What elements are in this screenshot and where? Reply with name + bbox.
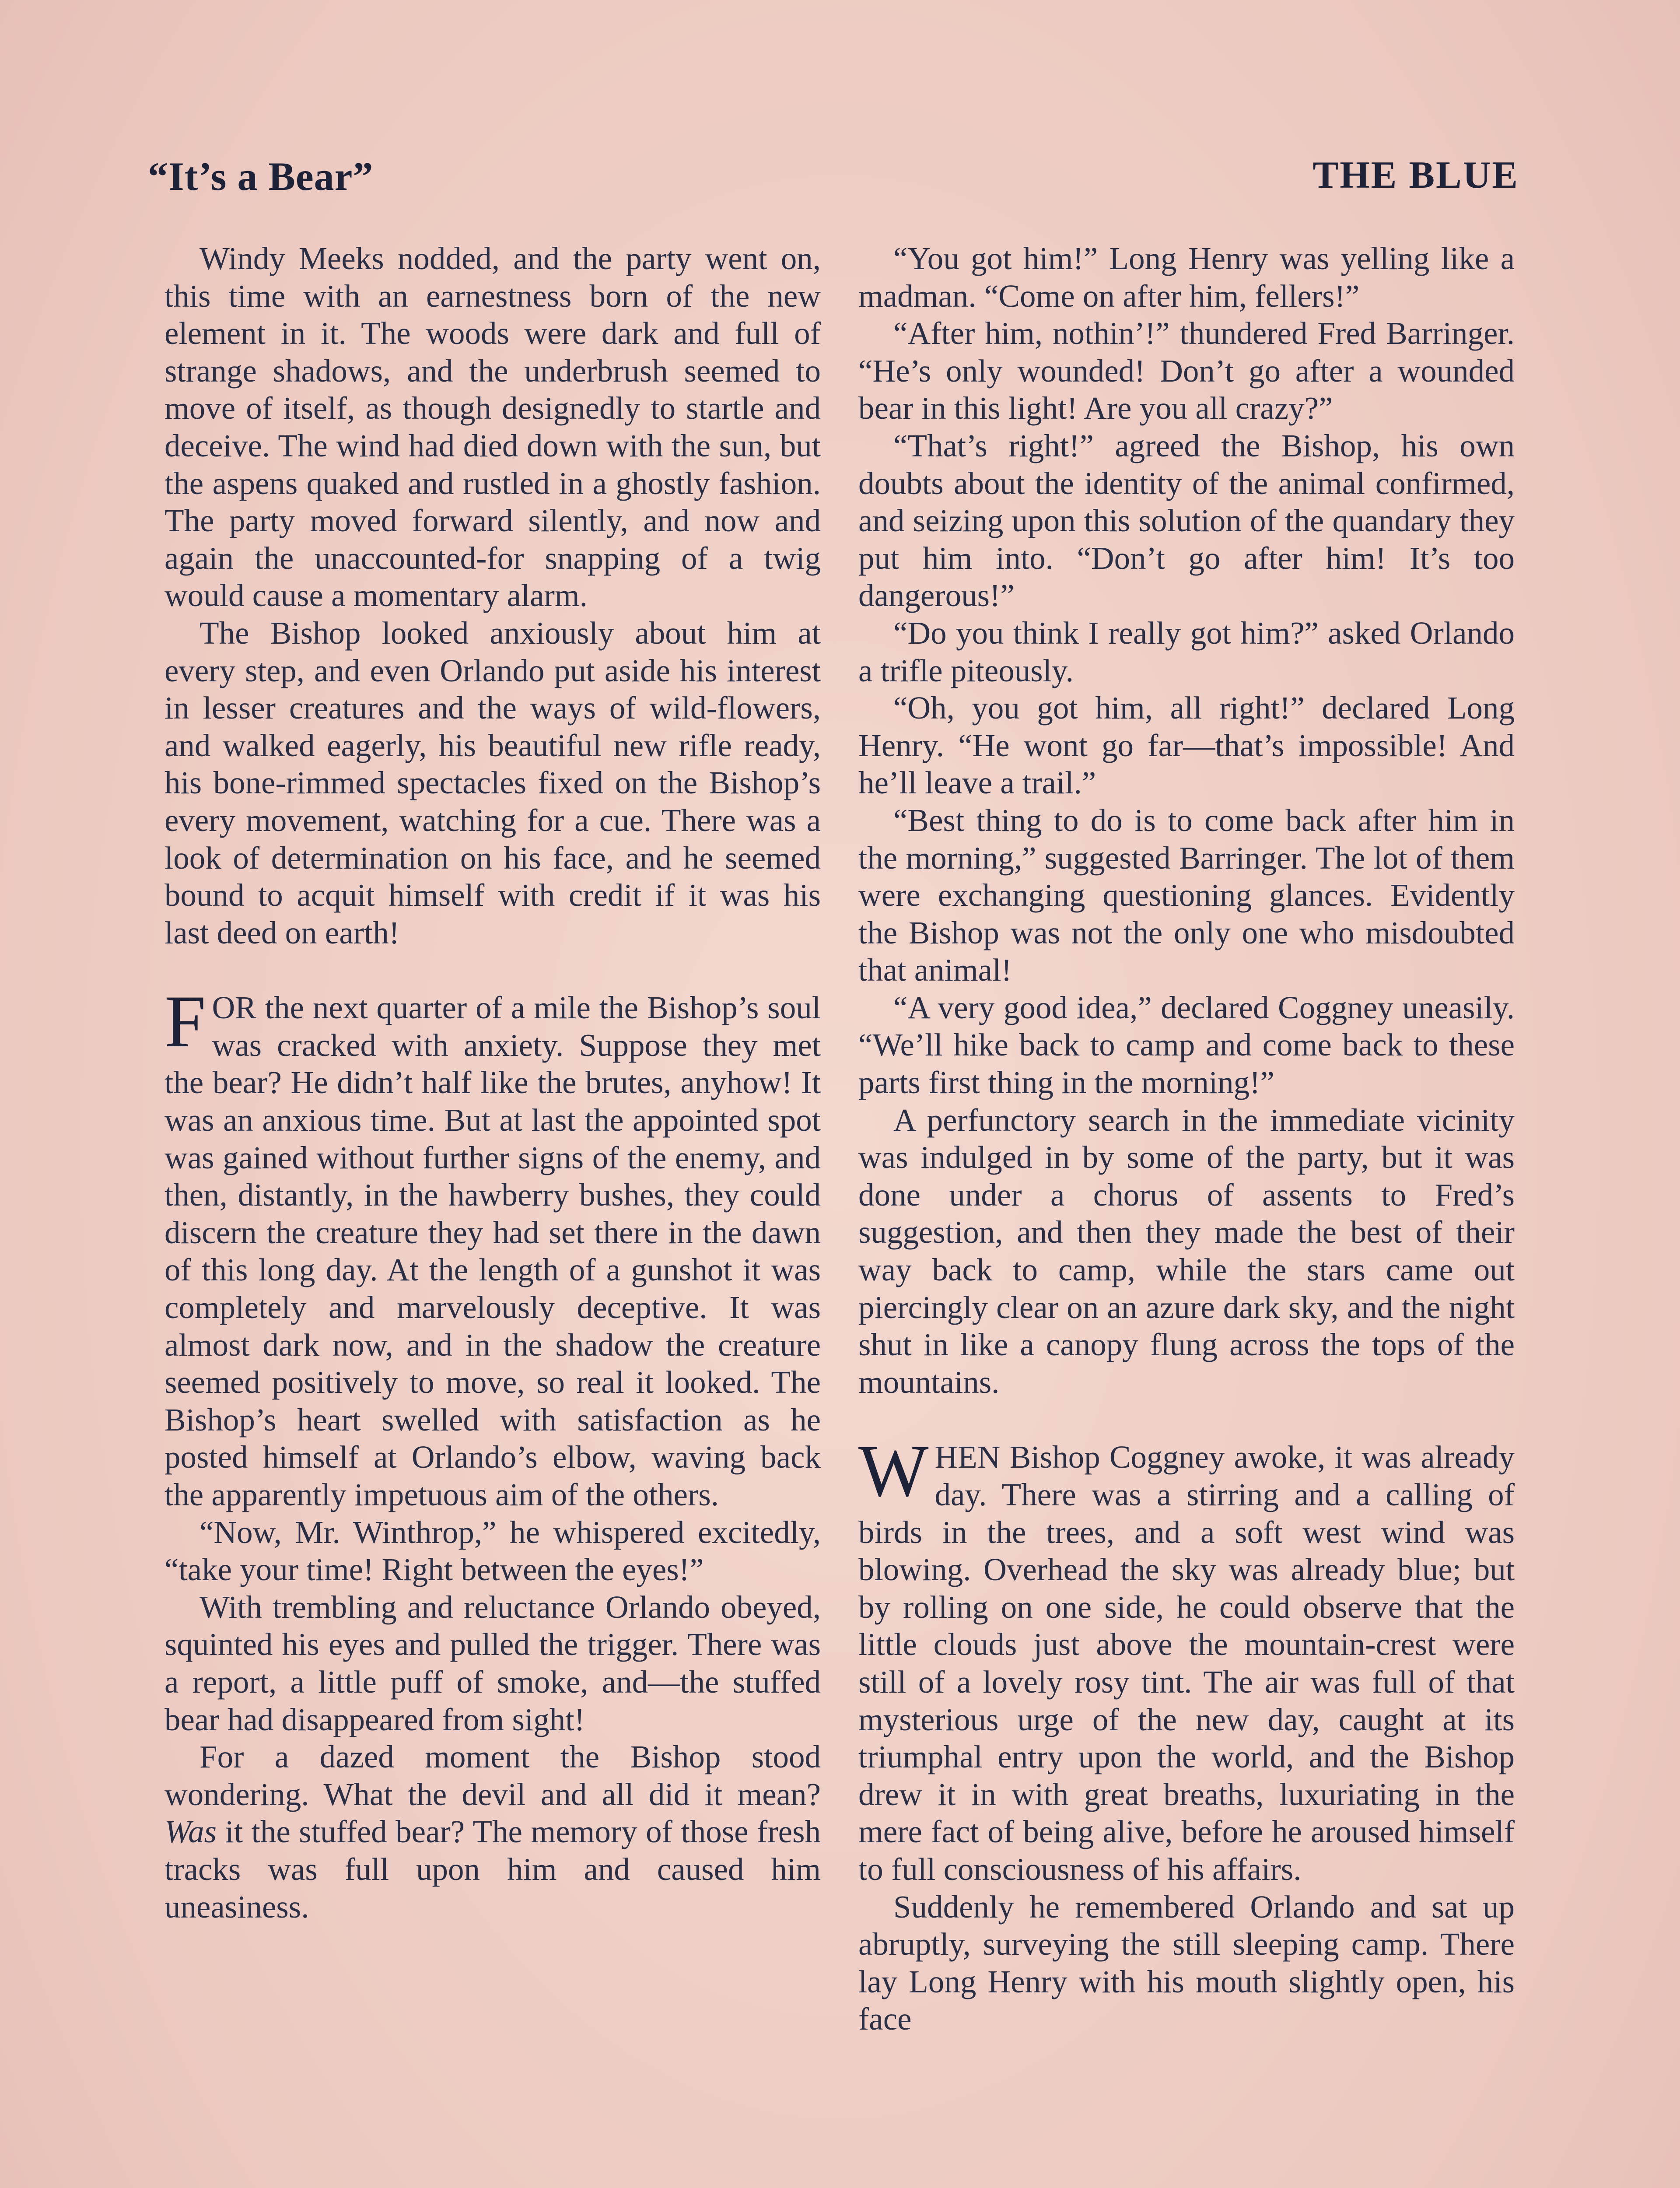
paragraph: Windy Meeks nodded, and the party went on, this time with an earnestness born of the new element in it. The woods were dark and full of strange shadows, and the underbrush seemed to move of itself, as though designedly to startle and deceive. The wind had died down with the sun, but the aspens quaked and rustled in a ghostly fashion. The party moved forward silently, and now and again the unaccounted-for snapping of a twig would cause a momentary alarm. (164, 241, 821, 614)
paragraph (164, 1738, 821, 1925)
drop-cap: F (164, 980, 206, 1063)
section-start-paragraph (164, 980, 821, 1513)
paragraph: “Do you think I really got him?” asked Orlando a trifle piteously. (858, 615, 1515, 688)
paragraph: The Bishop looked anxiously about him at every step, and even Orlando put aside his interest in lesser creatures and the ways of wild-flowers, and walked eagerly, his beautiful new rifle ready, his bone-rimmed spectacles fixed on the Bishop’s every movement, watching for a cue. There was a look of determination on his face, and he seemed bound to acquit himself with credit if it was his last deed on earth! (164, 615, 821, 950)
italic-word: Was (164, 1814, 217, 1850)
paragraph: Suddenly he remembered Orlando and sat up abruptly, surveying the still sleeping camp. There lay Long Henry with his mouth slightly open, his face (858, 1889, 1515, 2037)
text-run: For a dazed moment the Bishop stood wondering. What the devil and all did it mean? (164, 1739, 821, 1812)
section-text: HEN Bishop Coggney awoke, it was already day. There was a stirring and a calling of birds in the trees, and a soft west wind was blowing. Overhead the sky was already blue; but by rolling on one side, he could observe that the little clouds just above the mountain-crest were still of a lovely rosy tint. The air was full of that mysterious urge of the new day, caught at its triumphal entry upon the world, and the Bishop drew it in with great breaths, luxuriating in the mere fact of being alive, before he aroused himself to full consciousness of his affairs. (858, 1439, 1515, 1887)
paragraph: “A very good idea,” declared Coggney uneasily. “We’ll hike back to camp and come back to these parts first thing in the morning!” (858, 989, 1515, 1101)
paragraph: “After him, nothin’!” thundered Fred Barringer. “He’s only wounded! Don’t go after a wounded bear in this light! Are you all crazy?” (858, 316, 1515, 426)
section-start-paragraph (858, 1430, 1515, 1888)
paragraph: “Best thing to do is to come back after him in the morning,” suggested Barringer. The lot of them were exchanging questioning glances. Evidently the Bishop was not the only one who misdoubted that animal! (858, 802, 1515, 988)
paragraph: A perfunctory search in the immediate vicinity was indulged in by some of the party, but it was done under a chorus of assents to Fred’s suggestion, and then they made the best of their way back to camp, while the stars came out piercingly clear on an azure dark sky, and the night shut in like a canopy flung across the tops of the mountains. (858, 1102, 1515, 1400)
paragraph: “Now, Mr. Winthrop,” he whispered excitedly, “take your time! Right between the eyes!” (164, 1514, 821, 1588)
paragraph: “You got him!” Long Henry was yelling like a madman. “Come on after him, fellers!” (858, 241, 1515, 314)
running-head-magazine: THE BLUE (1312, 154, 1519, 196)
section-text: OR the next quarter of a mile the Bishop’s soul was cracked with anxiety. Suppose they met the bear? He didn’t half like the brutes, anyhow! It was an anxious time. But at last the appointed spot was gained without further signs of the enemy, and then, distantly, in the hawberry bushes, they could discern the creature they had set there in the dawn of this long day. At the length of a gunshot it was completely and marvelously deceptive. It was almost dark now, and in the shadow the creature seemed positively to move, so real it looked. The Bishop’s heart swelled with satisfaction as he posted himself at Orlando’s elbow, waving back the apparently impetuous aim of the others. (164, 990, 821, 1512)
paragraph: “That’s right!” agreed the Bishop, his own doubts about the identity of the animal confirmed, and seizing upon this solution of the quandary they put him into. “Don’t go after him! It’s too dangerous!” (858, 428, 1515, 614)
right-column (858, 240, 1515, 2038)
running-head-title: “It’s a Bear” (148, 154, 374, 199)
paragraph: With trembling and reluctance Orlando obeyed, squinted his eyes and pulled the trigger. There was a report, a little puff of smoke, and—the stuffed bear had disappeared from sight! (164, 1589, 821, 1737)
drop-cap: W (858, 1430, 929, 1512)
text-run: it the stuffed bear? The memory of those fresh tracks was full upon him and caused him uneasiness. (164, 1814, 821, 1925)
left-column (164, 240, 821, 1925)
paragraph: “Oh, you got him, all right!” declared Long Henry. “He wont go far—that’s impossible! And he’ll leave a trail.” (858, 690, 1515, 801)
